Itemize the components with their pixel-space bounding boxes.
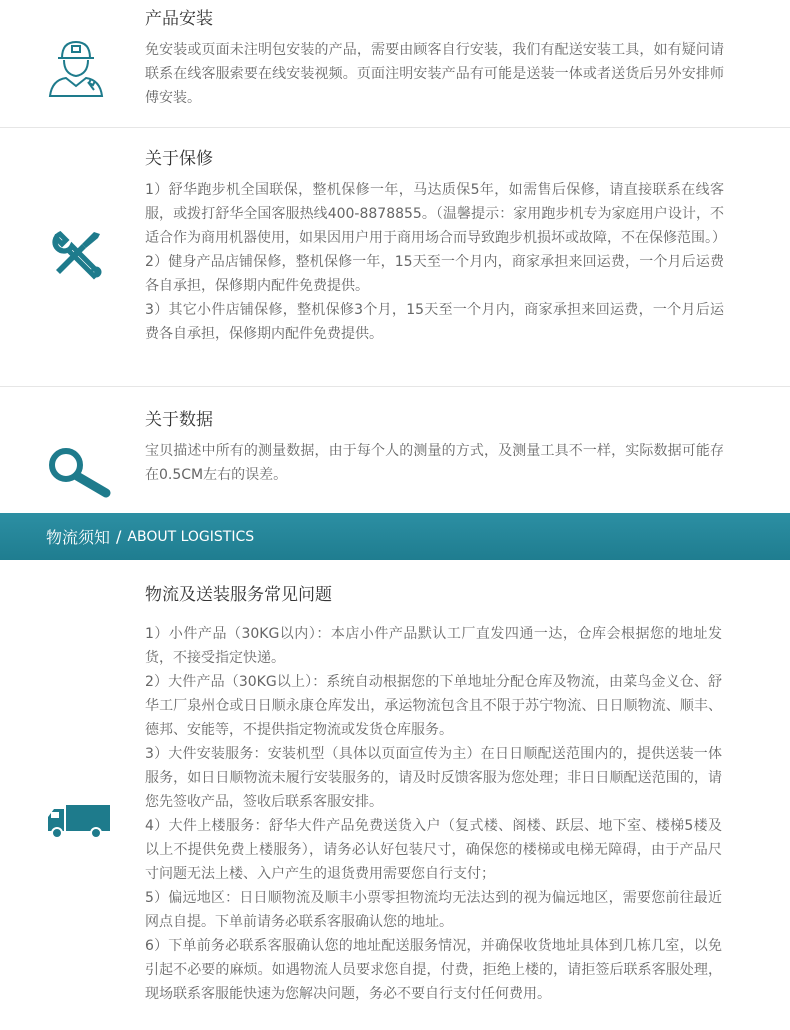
section-paragraph: 3）大件安装服务：安装机型（具体以页面宣传为主）在日日顺配送范围内的，提供送装一体服务，如日日顺物流未履行安装服务的，请及时反馈客服为您处理；非日日顺配送范围的，请您先签收产品，签收后联系客服安排。 (145, 746, 722, 810)
section-title: 关于保修 (145, 149, 213, 169)
section-paragraph: 6）下单前务必联系客服确认您的地址配送服务情况，并确保收货地址具体到几栋几室，以免引起不必要的麻烦。如遇物流人员要求您自提，付费，拒绝上楼的，请拒签后联系客服处理，现场联系客服能快速为您解决问题，务必不要自行支付任何费用。 (145, 938, 722, 1002)
banner-separator: / (116, 527, 122, 546)
section-paragraph: 免安装或页面未注明包安装的产品，需要由顾客自行安装，我们有配送安装工具，如有疑问请联系在线客服索要在线安装视频。页面注明安装产品有可能是送装一体或者送货后另外安排师傅安装。 (145, 42, 724, 106)
section-title: 关于数据 (145, 410, 213, 430)
warranty-section (0, 128, 790, 386)
section-title: 产品安装 (145, 9, 213, 29)
section-paragraph: 1）舒华跑步机全国联保，整机保修一年，马达质保5年，如需售后保修，请直接联系在线客服，或拨打舒华全国客服热线400-8878855。（温馨提示：家用跑步机专为家庭用户设计，不适合作为商用机器使用，如果因用户用于商用场合而导致跑步机损坏或故障，不在保修范围。） (145, 182, 726, 246)
truck-icon (48, 805, 110, 843)
magnifier-icon (48, 447, 112, 503)
technician-icon (44, 34, 108, 102)
section-paragraph: 2）大件产品（30KG以上）：系统自动根据您的下单地址分配仓库及物流，由菜鸟金义仓、舒华工厂泉州仓或日日顺永康仓库发出，承运物流包含且不限于苏宁物流、日日顺物流、顺丰、德邦、安能等，不提供指定物流或发货仓库服务。 (145, 674, 722, 738)
section-paragraph: 宝贝描述中所有的测量数据，由于每个人的测量的方式，及测量工具不一样，实际数据可能存在0.5CM左右的误差。 (145, 443, 724, 483)
banner-title: 物流须知 (46, 528, 111, 547)
section-paragraph: 3）其它小件店铺保修，整机保修3个月，15天至一个月内，商家承担来回运费，一个月后运费各自承担，保修期内配件免费提供。 (145, 302, 724, 342)
data-section (0, 387, 790, 513)
section-title: 物流及送装服务常见问题 (145, 585, 332, 605)
banner-subtitle: ABOUT LOGISTICS (127, 528, 255, 545)
section-paragraph: 2）健身产品店铺保修，整机保修一年，15天至一个月内，商家承担来回运费，一个月后运费各自承担，保修期内配件免费提供。 (145, 254, 724, 294)
install-section (0, 0, 790, 127)
section-paragraph: 5）偏远地区：日日顺物流及顺丰小票零担物流均无法达到的视为偏远地区，需要您前往最近网点自提。下单前请务必联系客服确认您的地址。 (145, 890, 722, 930)
section-paragraph: 1）小件产品（30KG以内）：本店小件产品默认工厂直发四通一达，仓库会根据您的地址发货，不接受指定快递。 (145, 626, 722, 666)
wrench-screwdriver-icon (48, 224, 106, 286)
section-paragraph: 4）大件上楼服务：舒华大件产品免费送货入户（复式楼、阁楼、跃层、地下室、楼梯5楼及以上不提供免费上楼服务），请务必认好包装尺寸，确保您的楼梯或电梯无障碍，由于产品尺寸问题无法上楼、入户产生的退货费用需要您自行支付； (145, 818, 722, 882)
logistics-section (0, 560, 790, 1030)
logistics-banner (0, 513, 790, 560)
